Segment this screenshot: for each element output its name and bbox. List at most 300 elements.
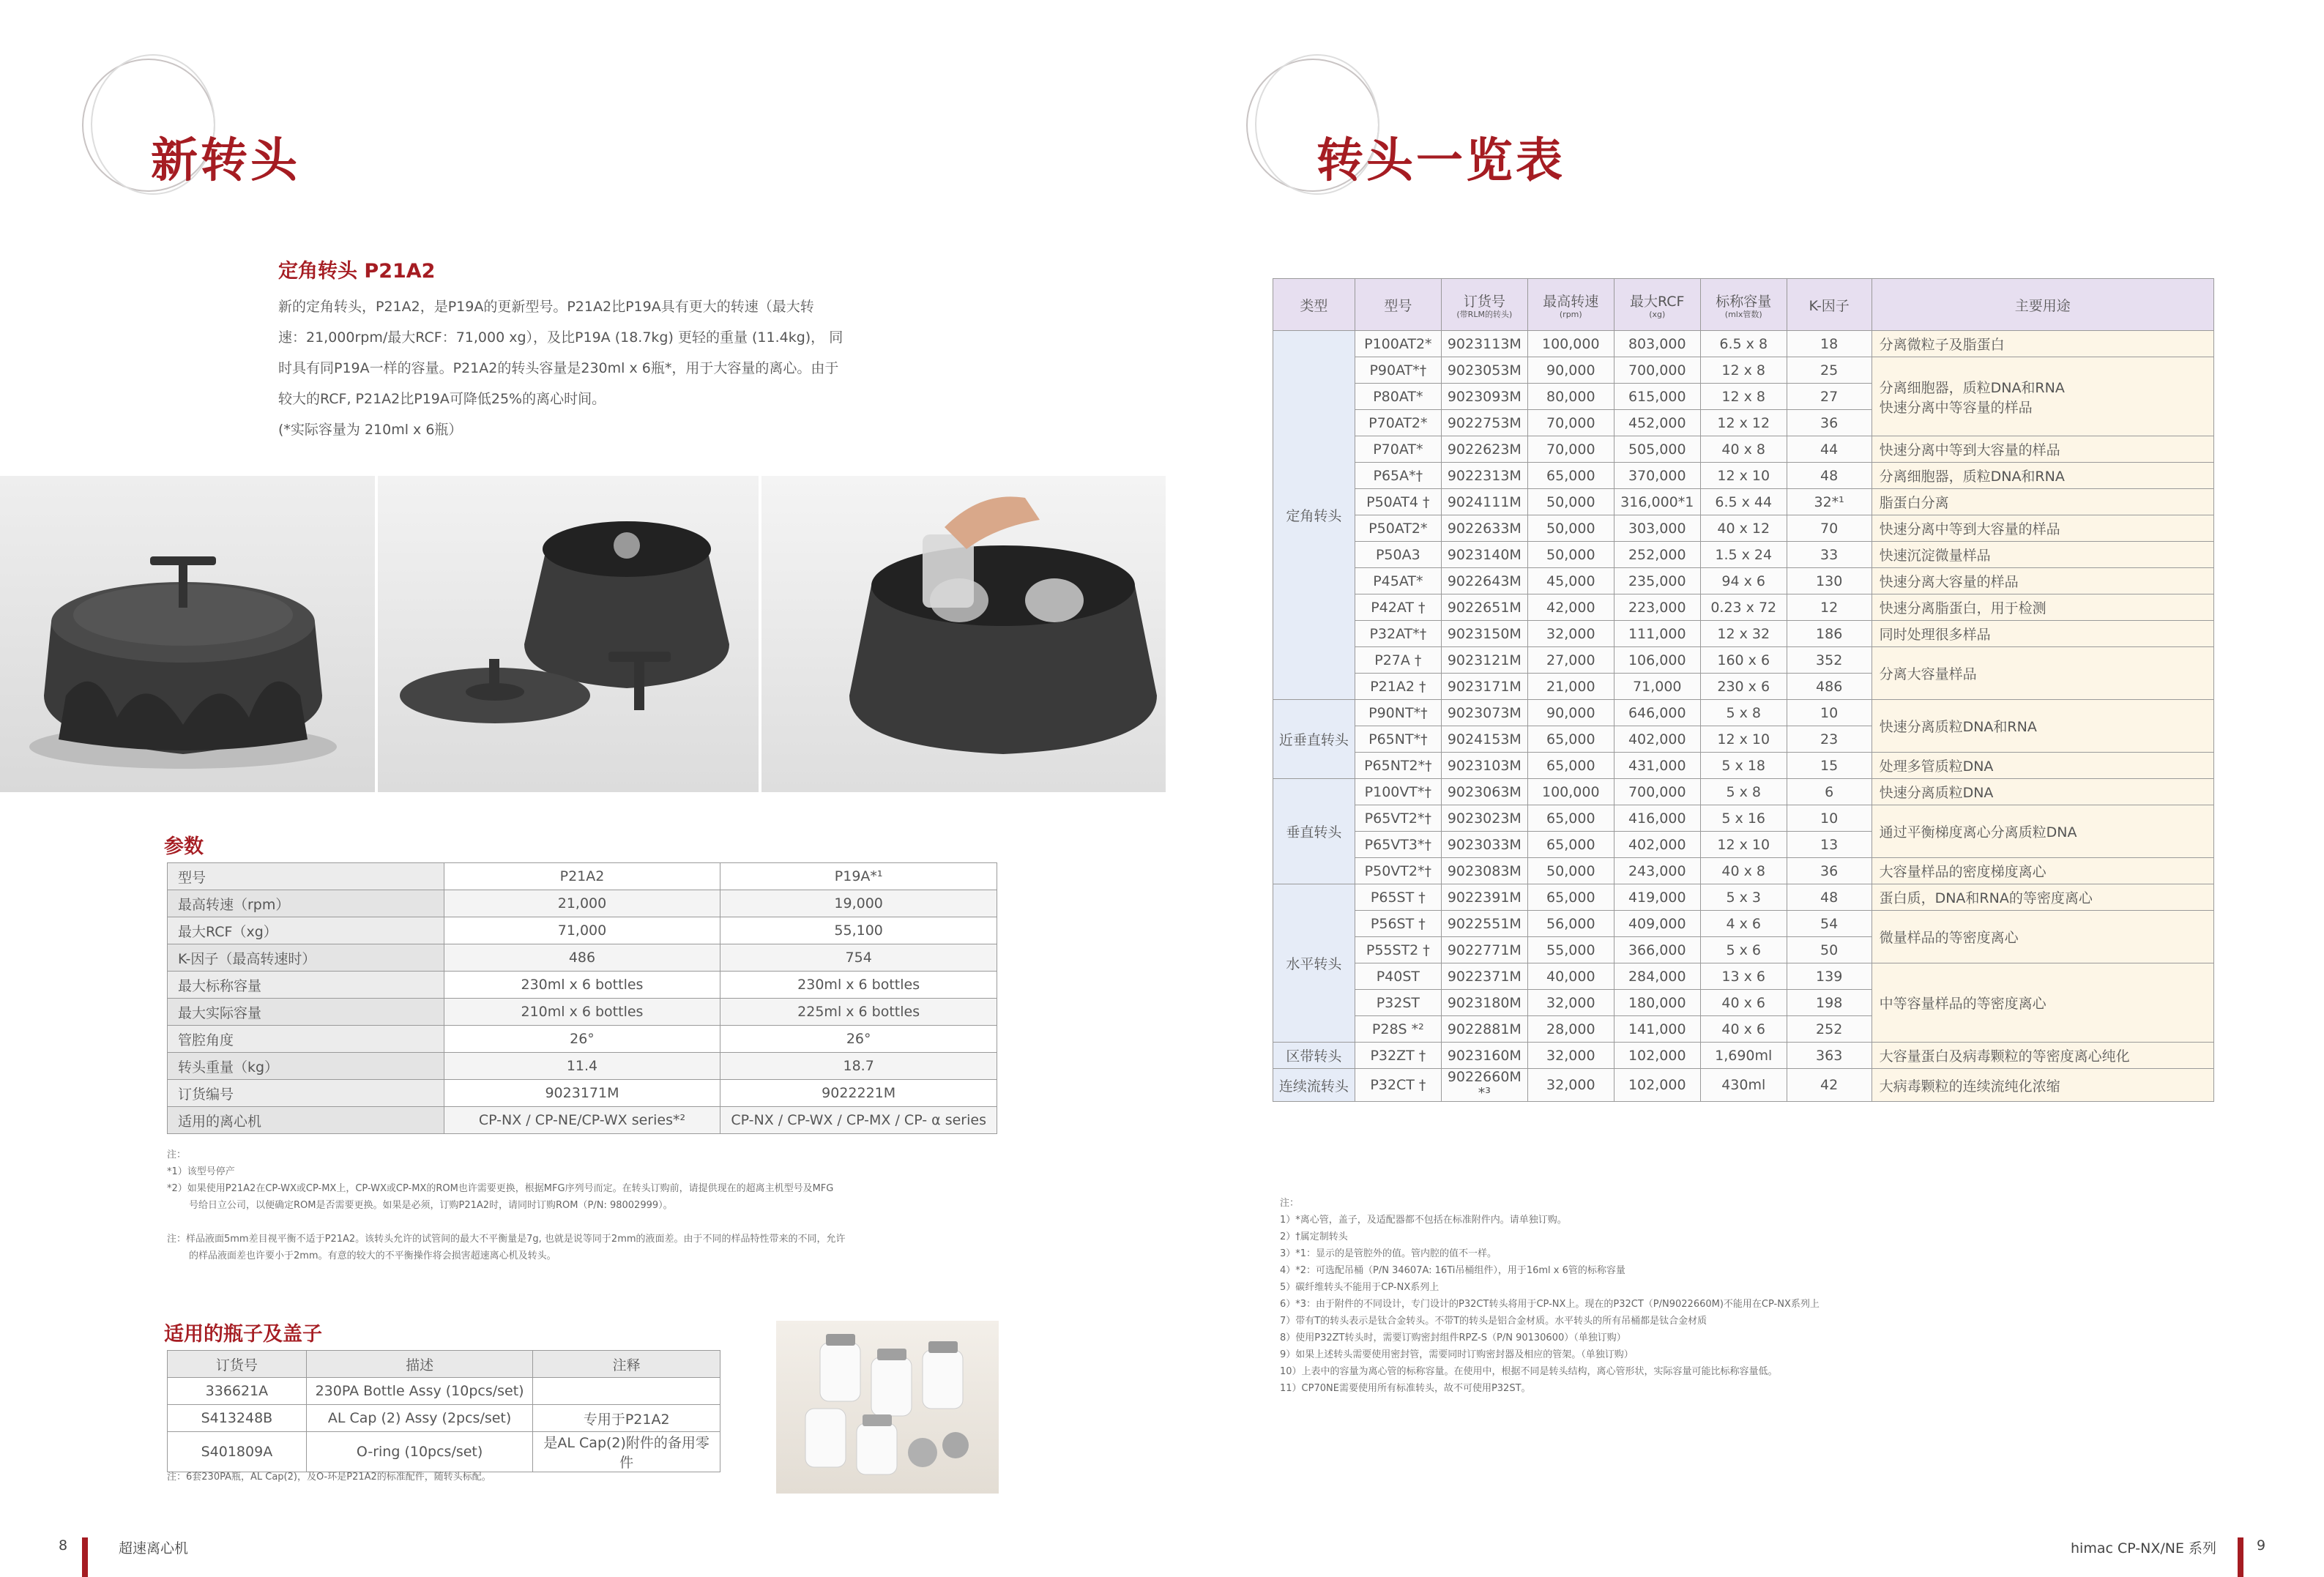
rotor-notes xyxy=(1280,1195,2217,1397)
param-value: 21,000 xyxy=(444,890,720,917)
rotor-photo-open xyxy=(378,476,759,792)
rotor-cell: 90,000 xyxy=(1527,700,1614,726)
rotor-cell: 5 x 18 xyxy=(1700,753,1787,779)
param-value: 210ml x 6 bottles xyxy=(444,999,720,1026)
rotor-cell: 370,000 xyxy=(1614,463,1700,489)
col-header-model: 型号 xyxy=(1355,279,1441,331)
param-value: 71,000 xyxy=(444,917,720,944)
param-value: 18.7 xyxy=(720,1053,997,1080)
rotor-cell: 803,000 xyxy=(1614,331,1700,357)
rotor-cell: 235,000 xyxy=(1614,568,1700,594)
param-label: 适用的离心机 xyxy=(168,1107,444,1134)
rotor-cell: 9022313M xyxy=(1441,463,1527,489)
bottles-cell: S401809A xyxy=(168,1432,307,1472)
col-header-type: 类型 xyxy=(1273,279,1355,331)
rotor-row xyxy=(1273,753,2214,779)
rotor-use: 微量样品的等密度离心 xyxy=(1872,911,2213,963)
rotor-row xyxy=(1273,805,2214,832)
rotor-cell: P55ST2 † xyxy=(1355,937,1441,963)
rotor-cell: 284,000 xyxy=(1614,963,1700,990)
param-label: 型号 xyxy=(168,863,444,890)
rotor-cell: 419,000 xyxy=(1614,884,1700,911)
rotor-cell: 50,000 xyxy=(1527,542,1614,568)
rotor-use: 快速分离质粒DNA和RNA xyxy=(1872,700,2213,753)
rotor-cell: 32,000 xyxy=(1527,1069,1614,1102)
rotor-cell: P40ST xyxy=(1355,963,1441,990)
intro-line: 速：21,000rpm/最大RCF：71,000 xg），及比P19A (18.7kg) 更轻的重量 (11.4kg)， 同 xyxy=(278,329,843,346)
params-row xyxy=(168,1107,997,1134)
right-page-number: 9 xyxy=(2257,1537,2266,1554)
rotor-cell: 65,000 xyxy=(1527,463,1614,489)
rotor-cell: 48 xyxy=(1787,463,1872,489)
left-footer-label: 超速离心机 xyxy=(119,1540,189,1557)
param-label: 转头重量（kg） xyxy=(168,1053,444,1080)
rotor-row xyxy=(1273,357,2214,384)
note-line: 注： xyxy=(167,1149,187,1160)
rotor-cell: 9023023M xyxy=(1441,805,1527,832)
rotor-cell: 50,000 xyxy=(1527,489,1614,515)
col-header-sub: (mlx管数) xyxy=(1724,309,1762,319)
rotor-cell: 27 xyxy=(1787,384,1872,410)
intro-line: (*实际容量为 210ml x 6瓶） xyxy=(278,422,463,438)
rotor-cell: 111,000 xyxy=(1614,621,1700,647)
rotor-row xyxy=(1273,331,2214,357)
rotor-row xyxy=(1273,436,2214,463)
rotor-row xyxy=(1273,911,2214,937)
rotor-cell: 106,000 xyxy=(1614,647,1700,674)
rotor-cell: 6.5 x 8 xyxy=(1700,331,1787,357)
bottles-row xyxy=(168,1405,720,1432)
rotor-cell: P45AT* xyxy=(1355,568,1441,594)
param-value: 754 xyxy=(720,944,997,972)
params-heading: 参数 xyxy=(164,835,204,858)
param-value: 26° xyxy=(444,1026,720,1053)
rotor-cell: P65NT*† xyxy=(1355,726,1441,753)
params-row xyxy=(168,1080,997,1107)
col-header-sub: (rpm) xyxy=(1559,309,1582,319)
rotor-cell: P50A3 xyxy=(1355,542,1441,568)
col-header-sub: (xg) xyxy=(1649,309,1666,319)
note-line: 11）CP70NE需要使用所有标准转头，故不可使用P32ST。 xyxy=(1280,1383,1531,1394)
rotor-cell: 366,000 xyxy=(1614,937,1700,963)
rotor-cell: P32CT † xyxy=(1355,1069,1441,1102)
rotor-cell: 42,000 xyxy=(1527,594,1614,621)
rotor-row xyxy=(1273,515,2214,542)
rotor-cell: 70 xyxy=(1787,515,1872,542)
rotor-cell: 32*¹ xyxy=(1787,489,1872,515)
rotor-cell: 36 xyxy=(1787,858,1872,884)
params-row xyxy=(168,972,997,999)
rotor-cell: 9022643M xyxy=(1441,568,1527,594)
rotor-cell: 33 xyxy=(1787,542,1872,568)
note-line: 1）*离心管，盖子，及适配器都不包括在标准附件内。请单独订购。 xyxy=(1280,1215,1567,1226)
rotor-row xyxy=(1273,700,2214,726)
rotor-cell: 9023083M xyxy=(1441,858,1527,884)
rotor-cell: 139 xyxy=(1787,963,1872,990)
rotor-cell: 223,000 xyxy=(1614,594,1700,621)
param-label: 最大实际容量 xyxy=(168,999,444,1026)
rotor-cell: 32,000 xyxy=(1527,621,1614,647)
rotor-cell: 9022771M xyxy=(1441,937,1527,963)
rotor-cell: 6 xyxy=(1787,779,1872,805)
rotor-cell: 5 x 16 xyxy=(1700,805,1787,832)
bottles-row xyxy=(168,1378,720,1405)
bottles-cell: S413248B xyxy=(168,1405,307,1432)
rotor-use: 大病毒颗粒的连续流纯化浓缩 xyxy=(1872,1069,2213,1102)
rotor-cell: 94 x 6 xyxy=(1700,568,1787,594)
rotor-cell: 100,000 xyxy=(1527,779,1614,805)
rotor-cell: 44 xyxy=(1787,436,1872,463)
note-line: *2）如果使用P21A2在CP-WX或CP-MX上，CP-WX或CP-MX的ROM也许需要更换，根据MFG序列号而定。在转头订购前，请提供现在的超离主机型号及MFG xyxy=(167,1183,834,1194)
rotor-use: 分离大容量样品 xyxy=(1872,647,2213,700)
rotor-cell: 65,000 xyxy=(1527,884,1614,911)
rotor-use: 快速分离中等到大容量的样品 xyxy=(1872,436,2213,463)
rotor-cell: 6.5 x 44 xyxy=(1700,489,1787,515)
note-line: 注： xyxy=(1280,1198,1300,1209)
note-line: 4）*2：可选配吊桶（P/N 34607A: 16Ti吊桶组件），用于16ml x 6管的标称容量 xyxy=(1280,1265,1625,1276)
rotor-cell: 9023150M xyxy=(1441,621,1527,647)
note-line: 7）带有T的转头表示是钛合金转头。不带T的转头是铝合金材质。水平转头的所有吊桶都是钛合金材质 xyxy=(1280,1316,1707,1327)
params-row xyxy=(168,917,997,944)
bottles-col-header: 注释 xyxy=(533,1351,720,1378)
rotor-row xyxy=(1273,568,2214,594)
rotor-row xyxy=(1273,489,2214,515)
rotor-row xyxy=(1273,647,2214,674)
params-row xyxy=(168,1053,997,1080)
rotor-row xyxy=(1273,463,2214,489)
param-value: 230ml x 6 bottles xyxy=(720,972,997,999)
right-page-title: 转头一览表 xyxy=(1316,134,1565,188)
rotor-cell: 36 xyxy=(1787,410,1872,436)
rotor-cell: 40,000 xyxy=(1527,963,1614,990)
rotor-cell: 416,000 xyxy=(1614,805,1700,832)
param-label: K-因子（最高转速时） xyxy=(168,944,444,972)
bottles-cell: 专用于P21A2 xyxy=(533,1405,720,1432)
note-line xyxy=(167,1214,1009,1231)
note-line: *1）该型号停产 xyxy=(167,1166,235,1177)
rotor-cell: 12 x 10 xyxy=(1700,832,1787,858)
right-footer-bar xyxy=(2238,1537,2243,1577)
rotor-cell: 9023053M xyxy=(1441,357,1527,384)
bottles-cell: 是AL Cap(2)附件的备用零件 xyxy=(533,1432,720,1472)
col-header-k-factor: K-因子 xyxy=(1787,279,1872,331)
intro-paragraph xyxy=(278,291,923,445)
param-value: 225ml x 6 bottles xyxy=(720,999,997,1026)
param-value: P21A2 xyxy=(444,863,720,890)
param-value: 11.4 xyxy=(444,1053,720,1080)
bottles-cell xyxy=(533,1378,720,1405)
rotor-row xyxy=(1273,594,2214,621)
rotor-cell: 32,000 xyxy=(1527,990,1614,1016)
rotor-cell: 12 x 8 xyxy=(1700,357,1787,384)
rotor-row xyxy=(1273,1069,2214,1102)
rotor-cell: 141,000 xyxy=(1614,1016,1700,1043)
rotor-cell: 430ml xyxy=(1700,1069,1787,1102)
rotor-cell: 80,000 xyxy=(1527,384,1614,410)
rotor-cell: 12 x 10 xyxy=(1700,463,1787,489)
param-value: 19,000 xyxy=(720,890,997,917)
param-value: P19A*¹ xyxy=(720,863,997,890)
rotor-cell: 23 xyxy=(1787,726,1872,753)
rotor-use: 快速分离大容量的样品 xyxy=(1872,568,2213,594)
params-row xyxy=(168,890,997,917)
rotor-cell: P90AT*† xyxy=(1355,357,1441,384)
rotor-cell: P100AT2* xyxy=(1355,331,1441,357)
rotor-cell: P65ST † xyxy=(1355,884,1441,911)
rotor-cell: 9022660M *³ xyxy=(1441,1069,1527,1102)
rotor-row xyxy=(1273,1043,2214,1069)
rotor-cell: 13 x 6 xyxy=(1700,963,1787,990)
rotor-cell: 12 x 8 xyxy=(1700,384,1787,410)
param-value: 9023171M xyxy=(444,1080,720,1107)
rotor-cell: 230 x 6 xyxy=(1700,674,1787,700)
rotor-cell: 252 xyxy=(1787,1016,1872,1043)
rotor-cell: 25 xyxy=(1787,357,1872,384)
bottles-row xyxy=(168,1432,720,1472)
note-line: 9）如果上述转头需要使用密封管，需要同时订购密封器及相应的管架。（单独订购） xyxy=(1280,1349,1634,1360)
rotor-use: 快速分离中等到大容量的样品 xyxy=(1872,515,2213,542)
note-line: 8）使用P32ZT转头时，需要订购密封组件RPZ-S（P/N 90130600）（单独订购） xyxy=(1280,1332,1626,1343)
col-header-rcf xyxy=(1614,279,1700,331)
rotor-cell: 40 x 6 xyxy=(1700,1016,1787,1043)
rotor-row xyxy=(1273,858,2214,884)
param-label: 订货编号 xyxy=(168,1080,444,1107)
rotor-use: 快速分离脂蛋白，用于检测 xyxy=(1872,594,2213,621)
rotor-cell: 1,690ml xyxy=(1700,1043,1787,1069)
rotor-row xyxy=(1273,963,2214,990)
rotor-cell: 70,000 xyxy=(1527,436,1614,463)
note-line: 的样品液面差也许要小于2mm。有意的较大的不平衡操作将会损害超速离心机及转头。 xyxy=(189,1250,556,1261)
rotor-cell: 700,000 xyxy=(1614,779,1700,805)
rotor-use: 快速分离质粒DNA xyxy=(1872,779,2213,805)
bottles-cell: O-ring (10pcs/set) xyxy=(306,1432,533,1472)
rotor-cell: P65A*† xyxy=(1355,463,1441,489)
rotor-cell: 186 xyxy=(1787,621,1872,647)
rotor-cell: 9024111M xyxy=(1441,489,1527,515)
param-value: CP-NX / CP-NE/CP-WX series*² xyxy=(444,1107,720,1134)
rotor-cell: P70AT* xyxy=(1355,436,1441,463)
bottles-col-header: 订货号 xyxy=(168,1351,307,1378)
rotor-cell: 9023140M xyxy=(1441,542,1527,568)
rotor-cell: P65NT2*† xyxy=(1355,753,1441,779)
rotor-cell: 50,000 xyxy=(1527,858,1614,884)
rotor-cell: P50VT2*† xyxy=(1355,858,1441,884)
params-table xyxy=(167,862,997,1134)
rotor-cell: 5 x 8 xyxy=(1700,779,1787,805)
rotor-cell: 363 xyxy=(1787,1043,1872,1069)
intro-line: 较大的RCF, P21A2比P19A可降低25%的离心时间。 xyxy=(278,391,606,407)
rotor-cell: 45,000 xyxy=(1527,568,1614,594)
rotor-cell: 9022623M xyxy=(1441,436,1527,463)
rotor-type: 定角转头 xyxy=(1273,331,1355,700)
bottles-cell: 336621A xyxy=(168,1378,307,1405)
rotor-cell: 402,000 xyxy=(1614,726,1700,753)
rotor-use: 大容量样品的密度梯度离心 xyxy=(1872,858,2213,884)
param-label: 最大RCF（xg） xyxy=(168,917,444,944)
rotor-cell: P32ZT † xyxy=(1355,1043,1441,1069)
rotor-use: 分离细胞器，质粒DNA和RNA 快速分离中等容量的样品 xyxy=(1872,357,2213,436)
params-row xyxy=(168,863,997,890)
params-row xyxy=(168,944,997,972)
rotor-cell: 50,000 xyxy=(1527,515,1614,542)
rotor-cell: 303,000 xyxy=(1614,515,1700,542)
rotor-cell: 27,000 xyxy=(1527,647,1614,674)
intro-line: 新的定角转头，P21A2，是P19A的更新型号。P21A2比P19A具有更大的转速（最大转 xyxy=(278,299,814,315)
rotor-photo-closed xyxy=(0,476,375,792)
rotor-cell: 10 xyxy=(1787,700,1872,726)
rotor-cell: 32,000 xyxy=(1527,1043,1614,1069)
rotor-cell: 198 xyxy=(1787,990,1872,1016)
note-line: 10）上表中的容量为离心管的标称容量。在使用中，根据不同是转头结构，离心管形状，实际容量可能比标称容量低。 xyxy=(1280,1366,1778,1377)
rotor-cell: 54 xyxy=(1787,911,1872,937)
col-header-label: 标称容量 xyxy=(1716,293,1772,310)
rotor-cell: 5 x 8 xyxy=(1700,700,1787,726)
rotor-cell: 102,000 xyxy=(1614,1069,1700,1102)
note-line: 2）†属定制转头 xyxy=(1280,1231,1348,1242)
rotor-cell: 9023073M xyxy=(1441,700,1527,726)
rotor-cell: 13 xyxy=(1787,832,1872,858)
rotor-cell: 700,000 xyxy=(1614,357,1700,384)
rotor-row xyxy=(1273,542,2214,568)
rotor-cell: 40 x 12 xyxy=(1700,515,1787,542)
rotor-use: 中等容量样品的等密度离心 xyxy=(1872,963,2213,1043)
rotor-cell: 65,000 xyxy=(1527,726,1614,753)
bottles-heading: 适用的瓶子及盖子 xyxy=(164,1323,322,1346)
note-line: 3）*1：显示的是管腔外的值。管内腔的值不一样。 xyxy=(1280,1248,1497,1259)
rotor-cell: 9023033M xyxy=(1441,832,1527,858)
rotor-row xyxy=(1273,884,2214,911)
param-label: 最高转速（rpm） xyxy=(168,890,444,917)
param-value: 26° xyxy=(720,1026,997,1053)
rotor-cell: 4 x 6 xyxy=(1700,911,1787,937)
bottles-cell: AL Cap (2) Assy (2pcs/set) xyxy=(306,1405,533,1432)
rotor-cell: 452,000 xyxy=(1614,410,1700,436)
bottles-col-header: 描述 xyxy=(306,1351,533,1378)
rotor-use: 通过平衡梯度离心分离质粒DNA xyxy=(1872,805,2213,858)
rotor-cell: 15 xyxy=(1787,753,1872,779)
rotor-cell: 9022651M xyxy=(1441,594,1527,621)
left-footer-bar xyxy=(82,1537,88,1577)
rotor-type: 连续流转头 xyxy=(1273,1069,1355,1102)
rotor-cell: 18 xyxy=(1787,331,1872,357)
rotor-cell: 130 xyxy=(1787,568,1872,594)
rotor-type: 垂直转头 xyxy=(1273,779,1355,884)
rotor-cell: 5 x 6 xyxy=(1700,937,1787,963)
rotor-list-table xyxy=(1273,278,2214,1102)
intro-line: 时具有同P19A一样的容量。P21A2的转头容量是230ml x 6瓶*，用于大容量的离心。由于 xyxy=(278,360,839,376)
rotor-cell: 431,000 xyxy=(1614,753,1700,779)
rotor-cell: 28,000 xyxy=(1527,1016,1614,1043)
rotor-cell: 9022371M xyxy=(1441,963,1527,990)
rotor-cell: 316,000*1 xyxy=(1614,489,1700,515)
rotor-cell: 9022391M xyxy=(1441,884,1527,911)
rotor-cell: 71,000 xyxy=(1614,674,1700,700)
rotor-use: 同时处理很多样品 xyxy=(1872,621,2213,647)
note-line: 5）碳纤维转头不能用于CP-NX系列上 xyxy=(1280,1282,1440,1293)
rotor-cell: 10 xyxy=(1787,805,1872,832)
rotor-cell: 40 x 8 xyxy=(1700,436,1787,463)
params-row xyxy=(168,999,997,1026)
param-value: CP-NX / CP-WX / CP-MX / CP- α series xyxy=(720,1107,997,1134)
rotor-cell: 102,000 xyxy=(1614,1043,1700,1069)
rotor-cell: 9023160M xyxy=(1441,1043,1527,1069)
rotor-cell: 9023063M xyxy=(1441,779,1527,805)
rotor-cell: P65VT2*† xyxy=(1355,805,1441,832)
rotor-subtitle: 定角转头 P21A2 xyxy=(278,260,436,283)
param-value: 230ml x 6 bottles xyxy=(444,972,720,999)
rotor-use: 蛋白质，DNA和RNA的等密度离心 xyxy=(1872,884,2213,911)
rotor-row xyxy=(1273,779,2214,805)
rotor-cell: 9024153M xyxy=(1441,726,1527,753)
note-line: 注：样品液面5mm差目视平衡不适于P21A2。该转头允许的试管间的最大不平衡量是7g, 也就是说等同于2mm的液面差。由于不同的样品特性带来的不同，允许 xyxy=(167,1234,846,1245)
rotor-cell: P80AT* xyxy=(1355,384,1441,410)
rotor-cell: 0.23 x 72 xyxy=(1700,594,1787,621)
col-header-label: 最高转速 xyxy=(1543,293,1599,310)
bottles-note: 注：6套230PA瓶，AL Cap(2)，及O-环是P21A2的标准配件，随转头标配。 xyxy=(167,1472,491,1483)
rotor-cell: 12 x 10 xyxy=(1700,726,1787,753)
right-footer-label: himac CP-NX/NE 系列 xyxy=(2071,1540,2217,1557)
rotor-cell: P65VT3*† xyxy=(1355,832,1441,858)
rotor-cell: 9022753M xyxy=(1441,410,1527,436)
rotor-cell: 505,000 xyxy=(1614,436,1700,463)
rotor-cell: 180,000 xyxy=(1614,990,1700,1016)
col-header-sub: (带RLM的转头) xyxy=(1456,309,1513,319)
rotor-cell: 9022633M xyxy=(1441,515,1527,542)
param-label: 管腔角度 xyxy=(168,1026,444,1053)
rotor-cell: 160 x 6 xyxy=(1700,647,1787,674)
rotor-cell: P56ST † xyxy=(1355,911,1441,937)
rotor-cell: 252,000 xyxy=(1614,542,1700,568)
col-header-label: 订货号 xyxy=(1463,293,1505,310)
rotor-photo-loading xyxy=(761,476,1166,792)
rotor-cell: 646,000 xyxy=(1614,700,1700,726)
rotor-cell: 12 xyxy=(1787,594,1872,621)
rotor-cell: 55,000 xyxy=(1527,937,1614,963)
rotor-cell: 42 xyxy=(1787,1069,1872,1102)
rotor-cell: 90,000 xyxy=(1527,357,1614,384)
rotor-cell: P42AT † xyxy=(1355,594,1441,621)
param-label: 最大标称容量 xyxy=(168,972,444,999)
rotor-use: 分离微粒子及脂蛋白 xyxy=(1872,331,2213,357)
rotor-cell: P100VT*† xyxy=(1355,779,1441,805)
rotor-cell: P32AT*† xyxy=(1355,621,1441,647)
col-header-label: 最大RCF xyxy=(1630,293,1685,310)
rotor-use: 分离细胞器，质粒DNA和RNA xyxy=(1872,463,2213,489)
rotor-cell: P70AT2* xyxy=(1355,410,1441,436)
rotor-cell: P50AT2* xyxy=(1355,515,1441,542)
rotor-cell: 65,000 xyxy=(1527,753,1614,779)
rotor-cell: 56,000 xyxy=(1527,911,1614,937)
rotor-cell: 9022551M xyxy=(1441,911,1527,937)
rotor-cell: P28S *² xyxy=(1355,1016,1441,1043)
rotor-cell: P21A2 † xyxy=(1355,674,1441,700)
left-page-number: 8 xyxy=(59,1537,68,1554)
bottles-table xyxy=(167,1350,720,1472)
rotor-use: 大容量蛋白及病毒颗粒的等密度离心纯化 xyxy=(1872,1043,2213,1069)
rotor-cell: 12 x 12 xyxy=(1700,410,1787,436)
rotor-cell: 9023121M xyxy=(1441,647,1527,674)
rotor-type: 区带转头 xyxy=(1273,1043,1355,1069)
rotor-use: 脂蛋白分离 xyxy=(1872,489,2213,515)
rotor-cell: 65,000 xyxy=(1527,805,1614,832)
col-header-order xyxy=(1441,279,1527,331)
rotor-cell: 9022881M xyxy=(1441,1016,1527,1043)
rotor-cell: 70,000 xyxy=(1527,410,1614,436)
rotor-cell: 1.5 x 24 xyxy=(1700,542,1787,568)
col-header-speed xyxy=(1527,279,1614,331)
note-line: 6）*3：由于附件的不同设计，专门设计的P32CT转头将用于CP-NX上。现在的P32CT（P/N9022660M)不能用在CP-NX系列上 xyxy=(1280,1299,1820,1310)
rotor-cell: P90NT*† xyxy=(1355,700,1441,726)
